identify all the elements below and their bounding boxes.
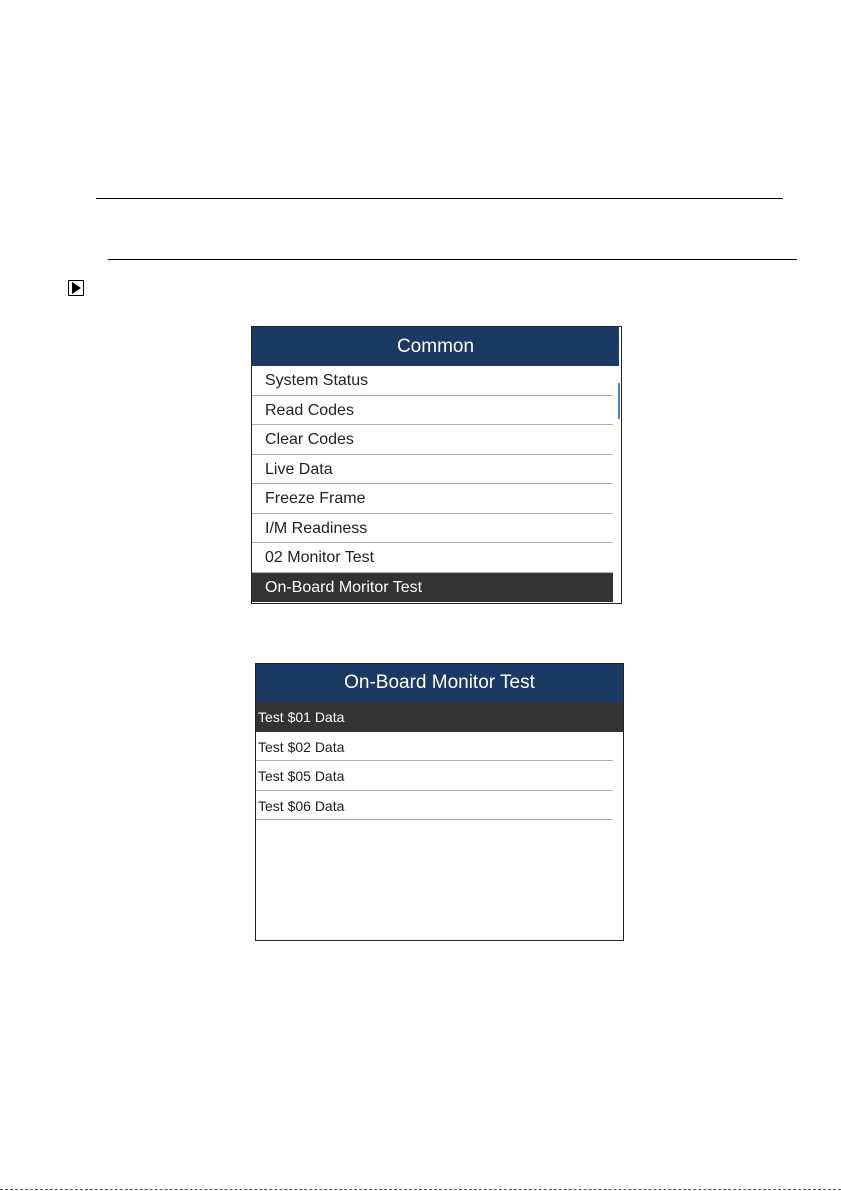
play-icon [68, 280, 84, 296]
common-screen-title: Common [252, 327, 619, 366]
scrollbar-thumb[interactable] [618, 383, 620, 419]
common-menu-list [252, 366, 613, 602]
horizontal-rule-second [108, 259, 797, 260]
menu-item-o2-monitor-test[interactable]: 02 Monitor Test [252, 543, 613, 573]
menu-item-system-status[interactable]: System Status [252, 366, 613, 396]
menu-item-test-02-data[interactable]: Test $02 Data [256, 732, 613, 762]
horizontal-rule-top [96, 198, 783, 199]
on-board-monitor-test-screen [255, 663, 624, 941]
page-bottom-border [0, 1189, 841, 1190]
menu-item-test-05-data[interactable]: Test $05 Data [256, 761, 613, 791]
menu-item-test-01-data[interactable]: Test $01 Data [256, 702, 623, 732]
menu-item-on-board-monitor-test[interactable]: On-Board Moritor Test [252, 573, 613, 603]
obmt-menu-list [256, 702, 613, 820]
menu-item-live-data[interactable]: Live Data [252, 455, 613, 485]
menu-item-clear-codes[interactable]: Clear Codes [252, 425, 613, 455]
common-menu-screen [251, 326, 622, 604]
menu-item-read-codes[interactable]: Read Codes [252, 396, 613, 426]
obmt-screen-title: On-Board Monitor Test [256, 664, 623, 702]
menu-item-freeze-frame[interactable]: Freeze Frame [252, 484, 613, 514]
menu-item-im-readiness[interactable]: I/M Readiness [252, 514, 613, 544]
menu-item-test-06-data[interactable]: Test $06 Data [256, 791, 613, 821]
